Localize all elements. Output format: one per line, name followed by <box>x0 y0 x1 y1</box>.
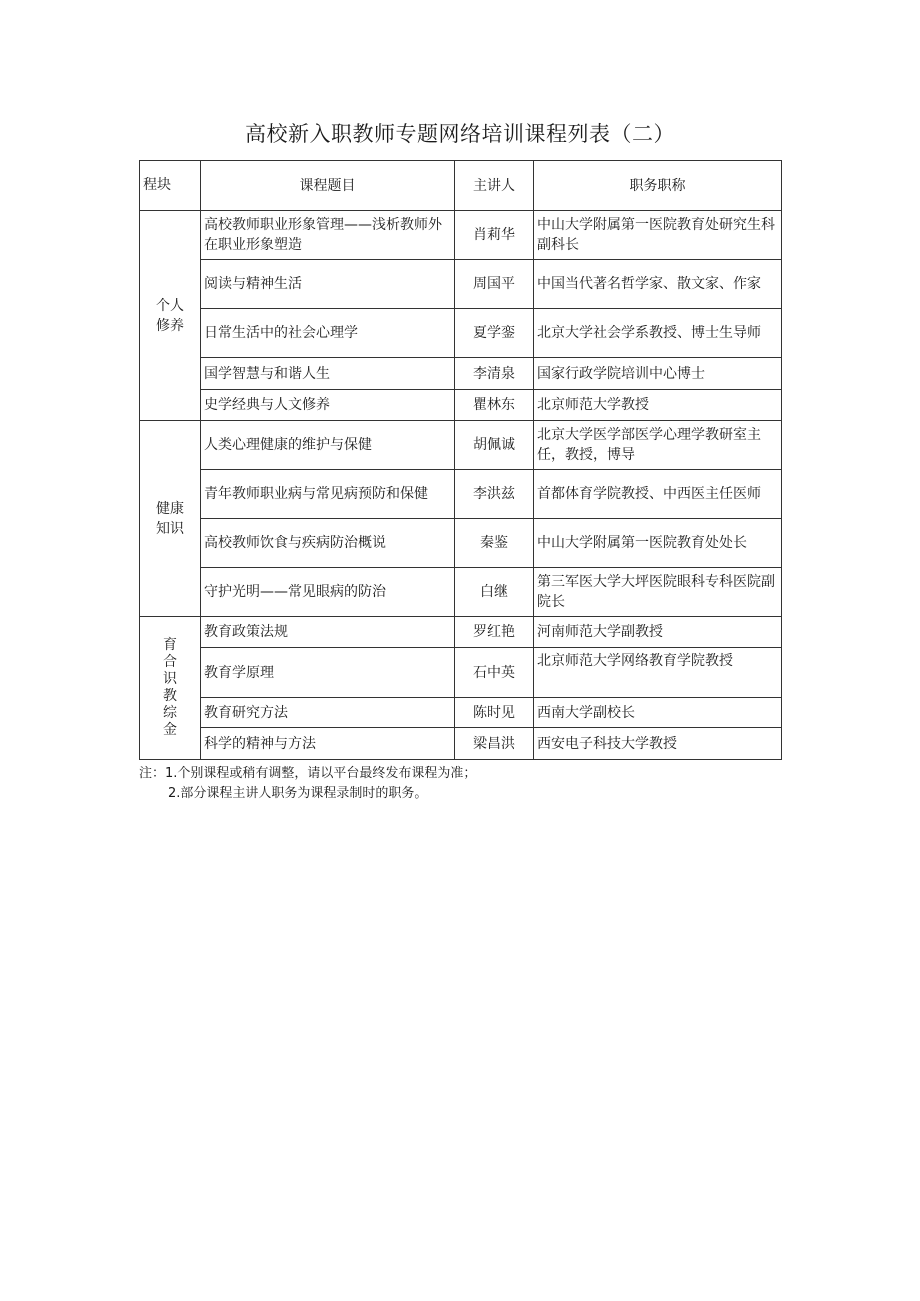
course-speaker: 白继 <box>455 568 534 617</box>
course-speaker: 梁昌洪 <box>455 728 534 760</box>
course-title: 史学经典与人文修养 <box>201 390 455 421</box>
course-position: 中山大学附属第一医院教育处研究生科副科长 <box>534 211 782 260</box>
table-row <box>140 390 782 421</box>
course-title: 国学智慧与和谐人生 <box>201 358 455 390</box>
course-speaker: 李洪兹 <box>455 470 534 519</box>
course-speaker: 陈时见 <box>455 698 534 728</box>
module-health <box>140 421 201 617</box>
course-table <box>139 160 782 760</box>
course-title: 教育研究方法 <box>201 698 455 728</box>
table-row <box>140 519 782 568</box>
course-position: 河南师范大学副教授 <box>534 617 782 648</box>
course-position: 北京师范大学网络教育学院教授 <box>534 648 782 698</box>
module-education <box>140 617 201 760</box>
header-module: 程块 <box>140 161 201 211</box>
course-title: 教育学原理 <box>201 648 455 698</box>
course-position: 第三军医大学大坪医院眼科专科医院副院长 <box>534 568 782 617</box>
course-position: 国家行政学院培训中心博士 <box>534 358 782 390</box>
table-row <box>140 698 782 728</box>
course-speaker: 石中英 <box>455 648 534 698</box>
note-2: 2.部分课程主讲人职务为课程录制时的职务。 <box>168 786 428 801</box>
course-title: 守护光明——常见眼病的防治 <box>201 568 455 617</box>
course-speaker: 瞿林东 <box>455 390 534 421</box>
module-name-line: 知识 <box>156 520 184 537</box>
module-personal <box>140 211 201 421</box>
module-name-line: 个人 <box>156 297 184 314</box>
course-speaker: 秦鉴 <box>455 519 534 568</box>
course-position: 北京大学医学部医学心理学教研室主任，教授，博导 <box>534 421 782 470</box>
header-position: 职务职称 <box>534 161 782 211</box>
module-name-line: 修养 <box>156 317 184 334</box>
table-row <box>140 728 782 760</box>
table-row <box>140 211 782 260</box>
course-title: 高校教师职业形象管理——浅析教师外在职业形象塑造 <box>201 211 455 260</box>
note-1: 注：1.个别课程或稍有调整，请以平台最终发布课程为准； <box>139 766 477 781</box>
course-title: 青年教师职业病与常见病预防和保健 <box>201 470 455 519</box>
course-title: 科学的精神与方法 <box>201 728 455 760</box>
table-row <box>140 648 782 698</box>
module-name-line: 育合识教综金 <box>163 636 177 738</box>
course-speaker: 周国平 <box>455 260 534 309</box>
table-row <box>140 421 782 470</box>
table-row <box>140 309 782 358</box>
course-title: 人类心理健康的维护与保健 <box>201 421 455 470</box>
course-speaker: 罗红艳 <box>455 617 534 648</box>
table-row <box>140 568 782 617</box>
course-title: 教育政策法规 <box>201 617 455 648</box>
page-title: 高校新入职教师专题网络培训课程列表（二） <box>245 122 675 146</box>
course-position: 北京大学社会学系教授、博士生导师 <box>534 309 782 358</box>
course-position: 西南大学副校长 <box>534 698 782 728</box>
course-position: 北京师范大学教授 <box>534 390 782 421</box>
table-row <box>140 470 782 519</box>
module-name-line: 健康 <box>156 500 184 517</box>
course-position: 中国当代著名哲学家、散文家、作家 <box>534 260 782 309</box>
course-speaker: 胡佩诚 <box>455 421 534 470</box>
course-position: 西安电子科技大学教授 <box>534 728 782 760</box>
course-position: 首都体育学院教授、中西医主任医师 <box>534 470 782 519</box>
course-position: 中山大学附属第一医院教育处处长 <box>534 519 782 568</box>
course-speaker: 李清泉 <box>455 358 534 390</box>
table-header-row <box>140 161 782 211</box>
header-speaker: 主讲人 <box>455 161 534 211</box>
table-row <box>140 260 782 309</box>
course-speaker: 夏学銮 <box>455 309 534 358</box>
table-row <box>140 358 782 390</box>
course-speaker: 肖莉华 <box>455 211 534 260</box>
header-course: 课程题目 <box>201 161 455 211</box>
table-row <box>140 617 782 648</box>
course-title: 高校教师饮食与疾病防治概说 <box>201 519 455 568</box>
table-notes <box>139 764 476 804</box>
course-title: 阅读与精神生活 <box>201 260 455 309</box>
course-title: 日常生活中的社会心理学 <box>201 309 455 358</box>
